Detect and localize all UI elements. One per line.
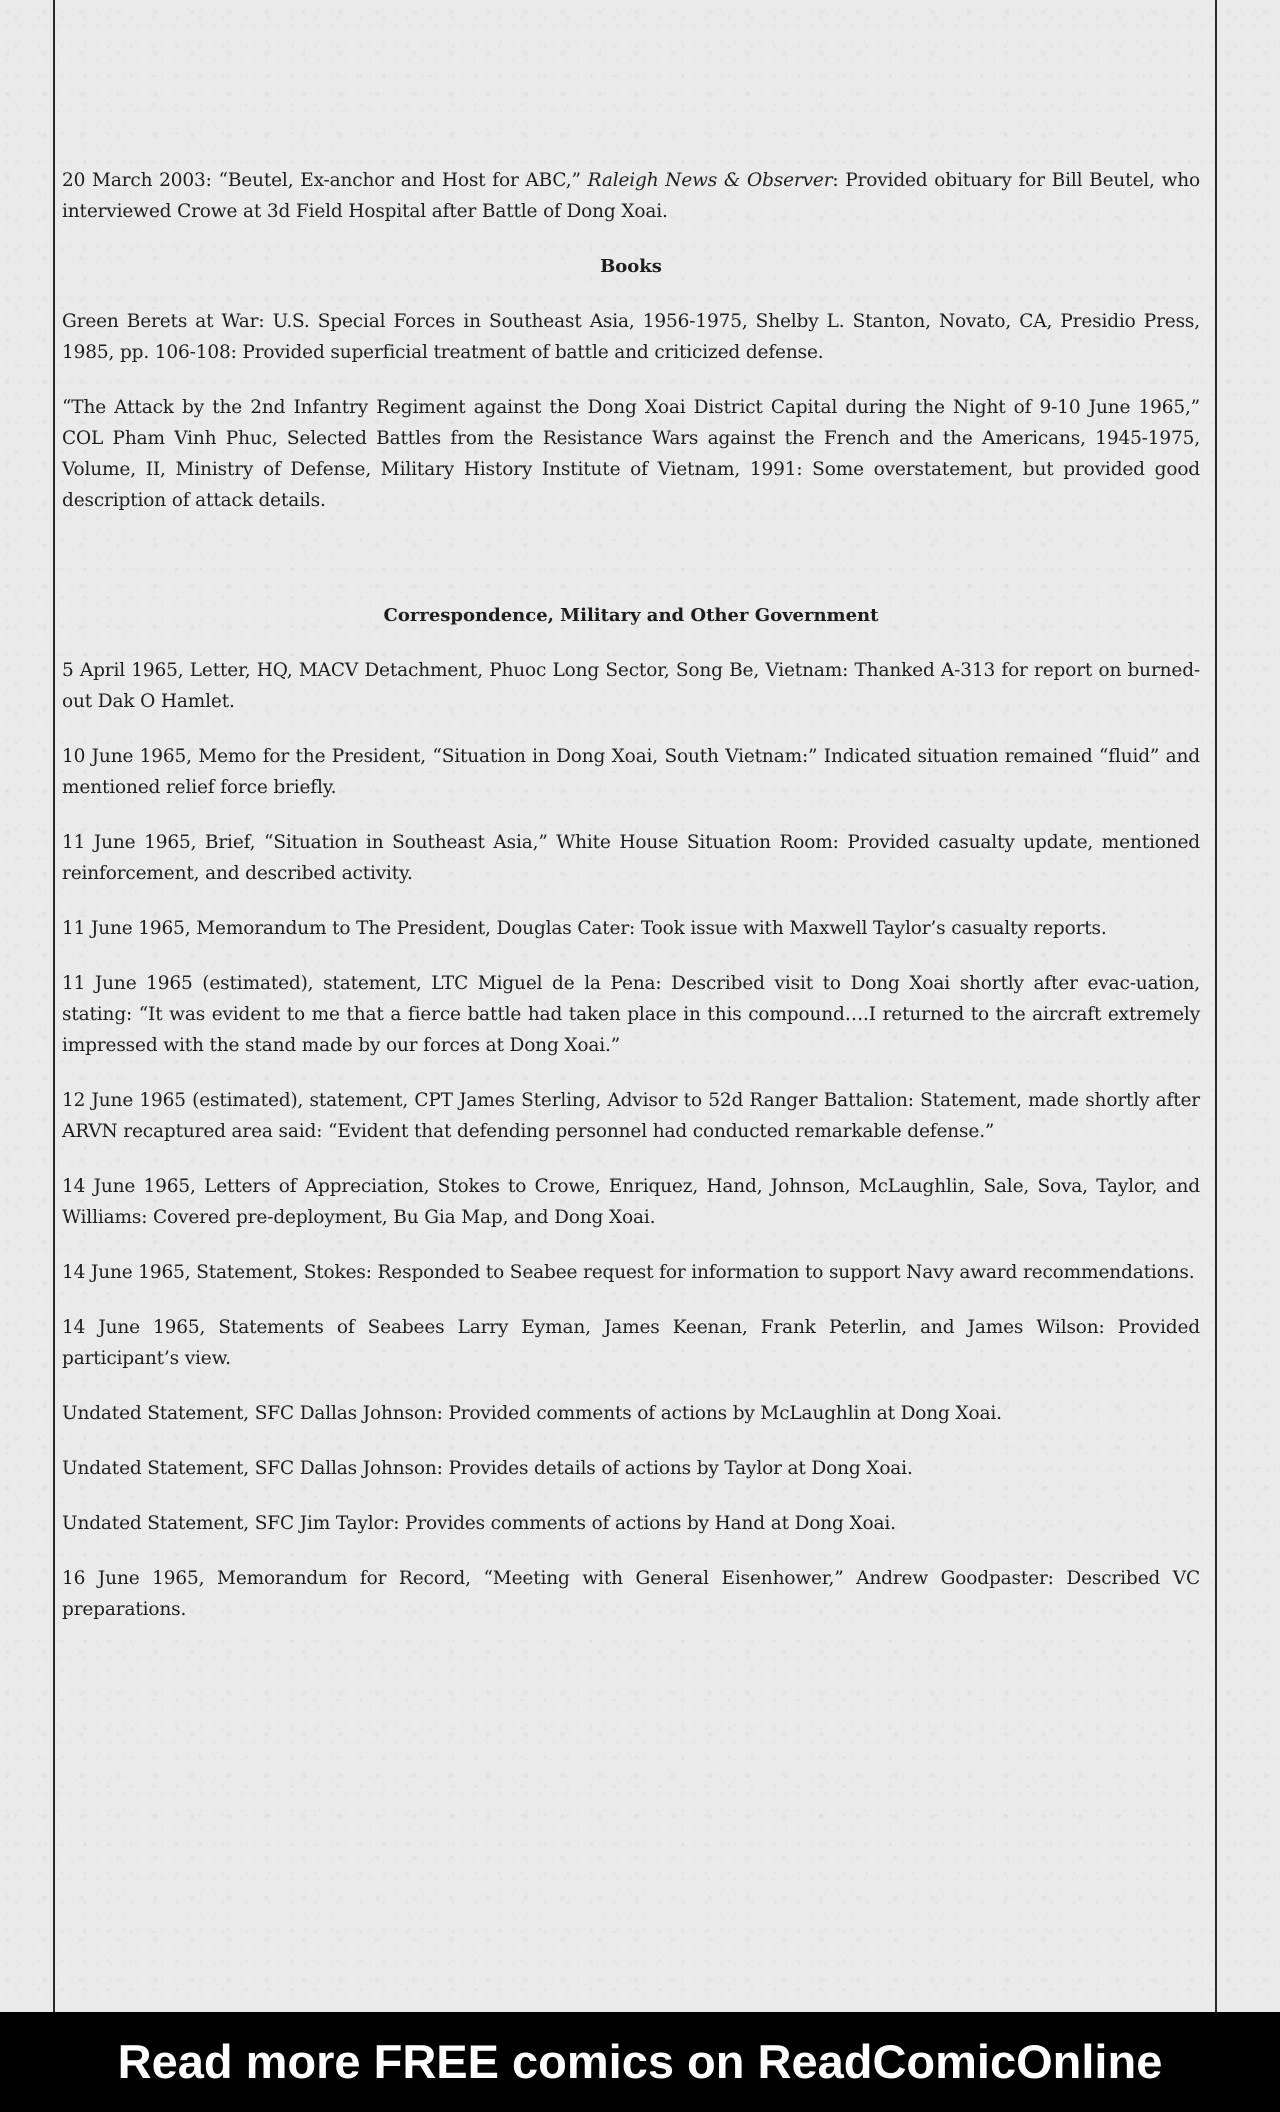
publication-title: Raleigh News & Observer — [587, 170, 833, 191]
bibliography-content — [62, 165, 1200, 1625]
bibliography-entry-correspondence: 12 June 1965 (estimated), statement, CPT James Sterling, Advisor to 52d Ranger Battalion: Statement, made shortly after ARVN recaptured area said: “Evident that defending personnel had conducted remarkable defense.” — [62, 1090, 1200, 1142]
bibliography-entry-correspondence: 11 June 1965, Brief, “Situation in Southeast Asia,” White House Situation Room: Provided casualty update, mentioned reinforcement, and described activity. — [62, 832, 1200, 884]
bibliography-entry-correspondence: Undated Statement, SFC Jim Taylor: Provides comments of actions by Hand at Dong Xoai. — [62, 1513, 896, 1534]
bibliography-entry-book: Green Berets at War: U.S. Special Forces in Southeast Asia, 1956-1975, Shelby L. Stanton, Novato, CA, Presidio Press, 1985, pp. 106-108: Provided superficial treatment of battle and criticized defense. — [62, 311, 1200, 363]
bibliography-entry-correspondence: 10 June 1965, Memo for the President, “Situation in Dong Xoai, South Vietnam:” Indicated situation remained “fluid” and mentioned relief force briefly. — [62, 746, 1200, 798]
bibliography-entry-newspaper: 20 March 2003: “Beutel, Ex-anchor and Host for ABC,” Raleigh News & Observer: Provided obituary for Bill Beutel, who interviewed Crowe at 3d Field Hospital after Battle of Dong Xoai. — [62, 170, 1200, 222]
bibliography-entry-correspondence: 14 June 1965, Statement, Stokes: Responded to Seabee request for information to support Navy award recommendations. — [62, 1262, 1195, 1283]
bibliography-entry-correspondence: 11 June 1965, Memorandum to The President, Douglas Cater: Took issue with Maxwell Taylor’s casualty reports. — [62, 918, 1107, 939]
bibliography-entry-correspondence: 5 April 1965, Letter, HQ, MACV Detachment, Phuoc Long Sector, Song Be, Vietnam: Thanked A-313 for report on burned-out Dak O Hamlet. — [62, 660, 1200, 712]
bibliography-entry-book: “The Attack by the 2nd Infantry Regiment against the Dong Xoai District Capital during the Night of 9-10 June 1965,” COL Pham Vinh Phuc, Selected Battles from the Resistance Wars against the French and the Americans, 1945-1975, Volume, II, Ministry of Defense, Military History Institute of Vietnam, 1991: Some overstatement, but provided good description of attack details. — [62, 397, 1200, 511]
bibliography-entry-correspondence: 11 June 1965 (estimated), statement, LTC Miguel de la Pena: Described visit to Dong Xoai shortly after evac-uation, stating: “It was evident to me that a fierce battle had taken place in this compound….I returned to the aircraft extremely impressed with the stand made by our forces at Dong Xoai.” — [62, 973, 1200, 1056]
bibliography-entry-correspondence: 16 June 1965, Memorandum for Record, “Meeting with General Eisenhower,” Andrew Goodpaster: Described VC preparations. — [62, 1568, 1200, 1620]
bibliography-entry-correspondence: 14 June 1965, Letters of Appreciation, Stokes to Crowe, Enriquez, Hand, Johnson, McLaughlin, Sale, Sova, Taylor, and Williams: Covered pre-deployment, Bu Gia Map, and Dong Xoai. — [62, 1176, 1200, 1228]
page-frame-left-rule — [53, 0, 55, 2012]
promo-banner-text[interactable]: Read more FREE comics on ReadComicOnline — [117, 2035, 1163, 2088]
section-heading-books: Books — [600, 256, 662, 277]
promo-banner[interactable] — [0, 2012, 1280, 2112]
section-heading-correspondence: Correspondence, Military and Other Government — [383, 605, 879, 626]
page-frame-right-rule — [1215, 0, 1217, 2012]
bibliography-entry-correspondence: 14 June 1965, Statements of Seabees Larry Eyman, James Keenan, Frank Peterlin, and James Wilson: Provided participant’s view. — [62, 1317, 1200, 1369]
bibliography-entry-correspondence: Undated Statement, SFC Dallas Johnson: Provides details of actions by Taylor at Dong Xoai. — [62, 1458, 913, 1479]
bibliography-entry-correspondence: Undated Statement, SFC Dallas Johnson: Provided comments of actions by McLaughlin at Dong Xoai. — [62, 1403, 1002, 1424]
